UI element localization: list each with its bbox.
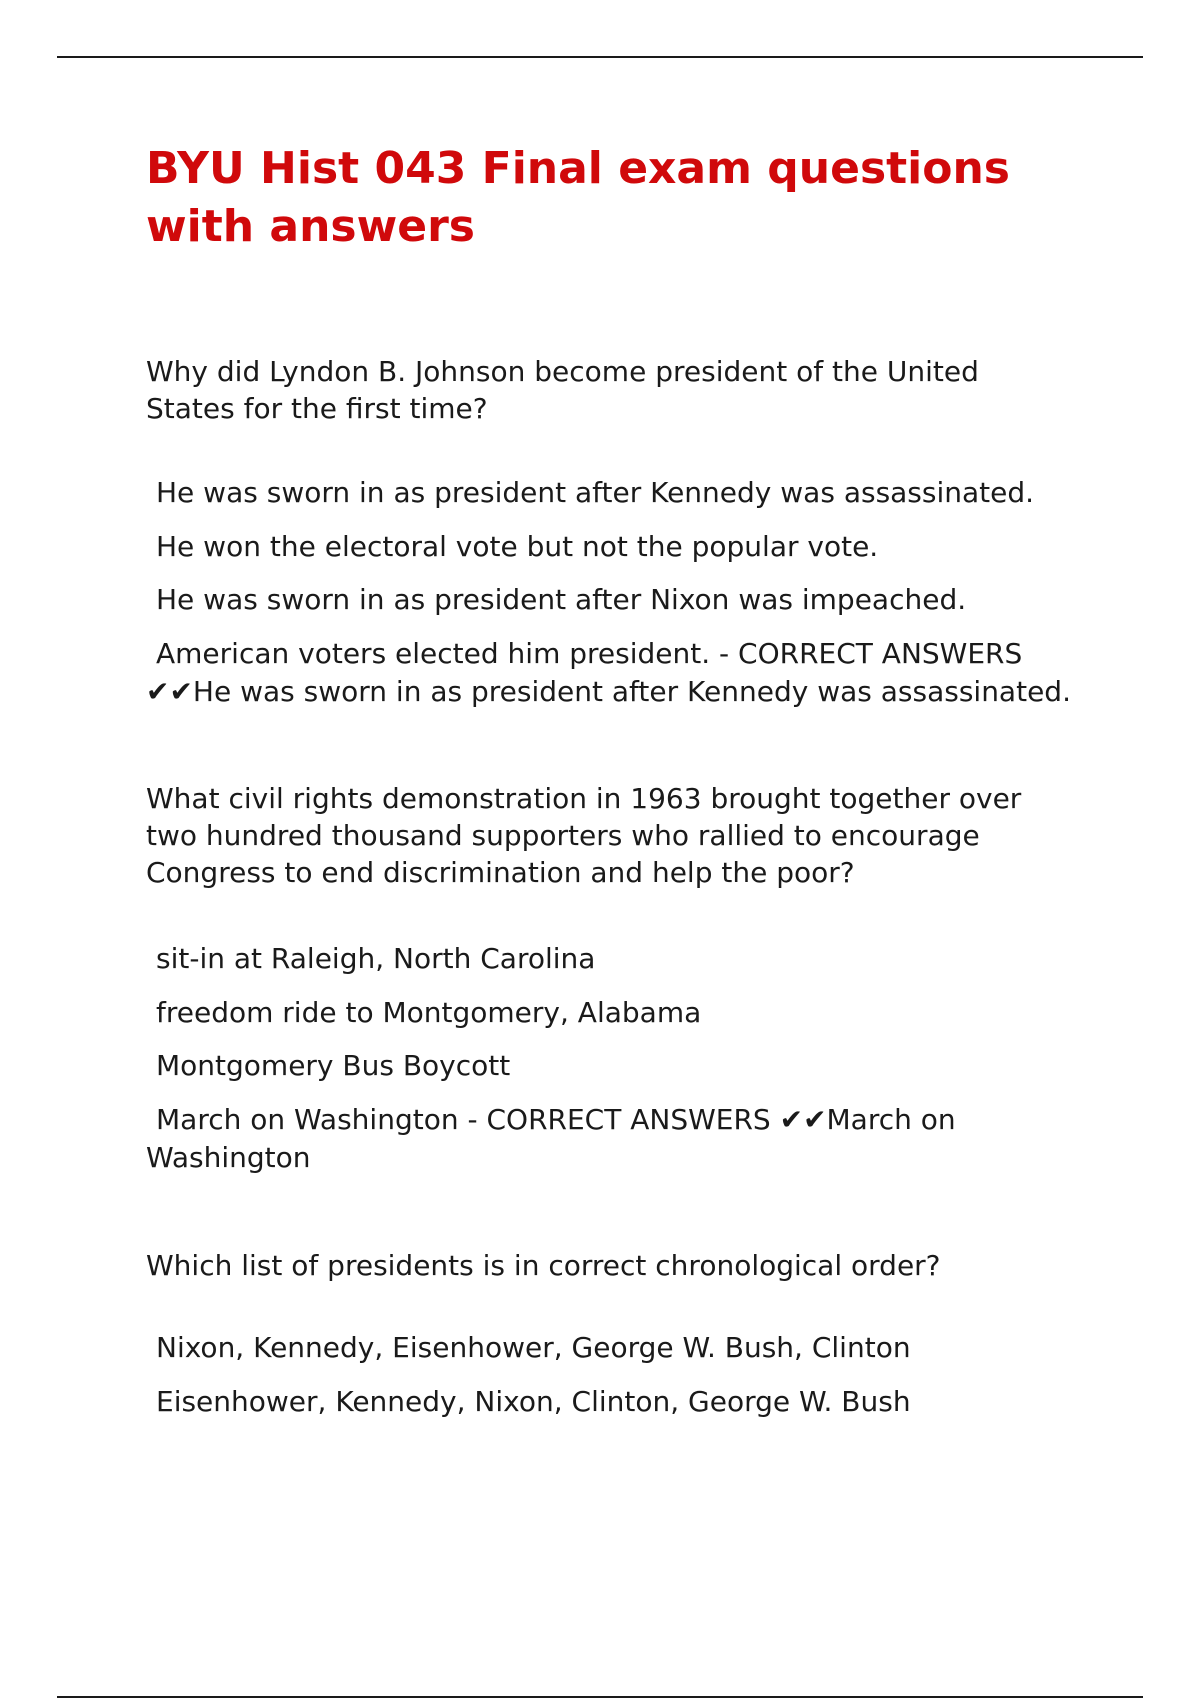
q3-option-1: Nixon, Kennedy, Eisenhower, George W. Bush, Clinton [156, 1331, 911, 1364]
question-1: Why did Lyndon B. Johnson become president of the United States for the first time? [146, 355, 979, 425]
q1-option-4: American voters elected him president. - CORRECT ANSWERS [156, 637, 1023, 670]
q1-option-3: He was sworn in as president after Nixon was impeached. [156, 583, 967, 616]
q3-option-2: Eisenhower, Kennedy, Nixon, Clinton, George W. Bush [156, 1385, 911, 1418]
q2-correct-answer: Washington [146, 1141, 311, 1174]
q2-option-2: freedom ride to Montgomery, Alabama [156, 996, 702, 1029]
q2-option-3: Montgomery Bus Boycott [156, 1049, 511, 1082]
q1-option-1: He was sworn in as president after Kennedy was assassinated. [156, 476, 1035, 509]
q1-correct-answer: ✔✔He was sworn in as president after Kennedy was assassinated. [146, 675, 1071, 708]
question-2: What civil rights demonstration in 1963 brought together over two hundred thousand supporters who rallied to encourage Congress to end discrimination and help the poor? [146, 782, 1022, 889]
q2-option-1: sit-in at Raleigh, North Carolina [156, 942, 596, 975]
top-rule [57, 56, 1143, 58]
document-title: BYU Hist 043 Final exam questions with answers [146, 143, 1010, 252]
q2-option-4: March on Washington - CORRECT ANSWERS ✔✔March on [156, 1103, 956, 1136]
q1-option-2: He won the electoral vote but not the popular vote. [156, 530, 879, 563]
bottom-rule [57, 1696, 1143, 1698]
question-3: Which list of presidents is in correct chronological order? [146, 1249, 941, 1282]
title-block [146, 140, 1106, 256]
